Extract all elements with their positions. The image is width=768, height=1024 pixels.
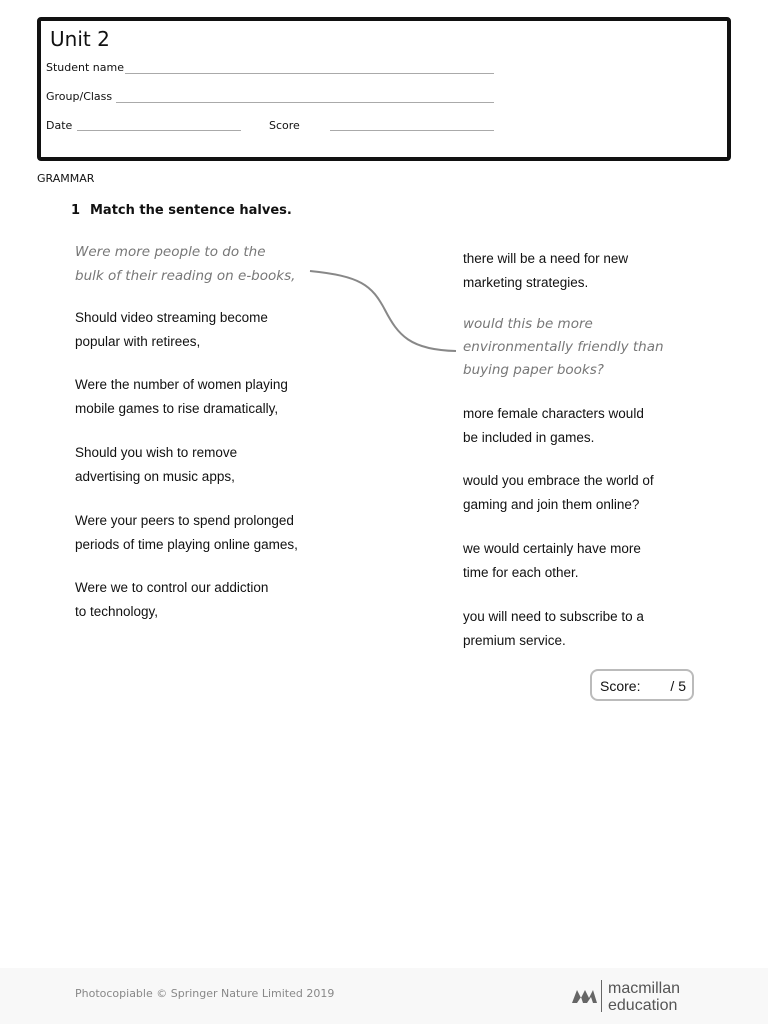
right-item	[463, 605, 644, 653]
left-item-line: to technology,	[75, 604, 159, 619]
right-item-line: environmentally friendly than	[463, 339, 664, 355]
right-item-line: gaming and join them online?	[463, 497, 640, 512]
right-item-line: more female characters would	[463, 406, 644, 421]
right-item-line: marketing strategies.	[463, 275, 589, 290]
right-item-example	[463, 313, 664, 382]
macmillan-education-logo	[572, 976, 702, 1016]
right-item-line: be included in games.	[463, 430, 595, 445]
right-item-line: we would certainly have more	[463, 541, 641, 556]
group-class-label: Group/Class	[46, 90, 113, 103]
section-label: GRAMMAR	[37, 172, 95, 185]
right-item-line: would this be more	[463, 316, 593, 332]
brand-line-2: education	[608, 997, 678, 1014]
left-item-line: Were we to control our addiction	[75, 580, 269, 595]
right-item-line: would you embrace the world of	[463, 473, 654, 488]
right-item	[463, 402, 644, 450]
left-item-line: Were your peers to spend prolonged	[75, 513, 294, 528]
exercise-instruction-text: Match the sentence halves.	[90, 203, 292, 218]
exercise-number: 1	[71, 203, 81, 218]
right-item	[463, 247, 628, 295]
score-label: Score	[269, 119, 300, 132]
left-item-line: periods of time playing online games,	[75, 537, 298, 552]
right-item-line: buying paper books?	[463, 362, 604, 378]
right-item	[463, 469, 654, 517]
score-box-value: / 5	[670, 678, 686, 694]
left-item-line: mobile games to rise dramatically,	[75, 401, 279, 416]
macmillan-logo-icon	[572, 986, 598, 1004]
unit-title: Unit 2	[50, 27, 110, 51]
connector-path	[310, 271, 456, 351]
right-item-line: time for each other.	[463, 565, 579, 580]
left-item-line: popular with retirees,	[75, 334, 201, 349]
left-item-line: Were more people to do the	[75, 244, 266, 260]
left-item-line: Should you wish to remove	[75, 445, 238, 460]
date-label: Date	[46, 119, 73, 132]
logo-divider	[601, 980, 602, 1012]
copyright-text: Photocopiable © Springer Nature Limited 2019	[75, 987, 335, 1000]
left-item-line: Were the number of women playing	[75, 377, 288, 392]
score-box-label: Score:	[600, 678, 641, 694]
right-item-line: you will need to subscribe to a	[463, 609, 644, 624]
left-item-line: bulk of their reading on e-books,	[75, 268, 296, 284]
brand-line-1: macmillan	[608, 980, 681, 997]
right-item-line: there will be a need for new	[463, 251, 629, 266]
left-item-line: advertising on music apps,	[75, 469, 235, 484]
score-box	[590, 669, 694, 701]
student-name-label: Student name	[46, 61, 124, 74]
footer	[0, 968, 768, 1024]
right-item	[463, 537, 641, 585]
right-item-line: premium service.	[463, 633, 566, 648]
left-item-line: Should video streaming become	[75, 310, 268, 325]
